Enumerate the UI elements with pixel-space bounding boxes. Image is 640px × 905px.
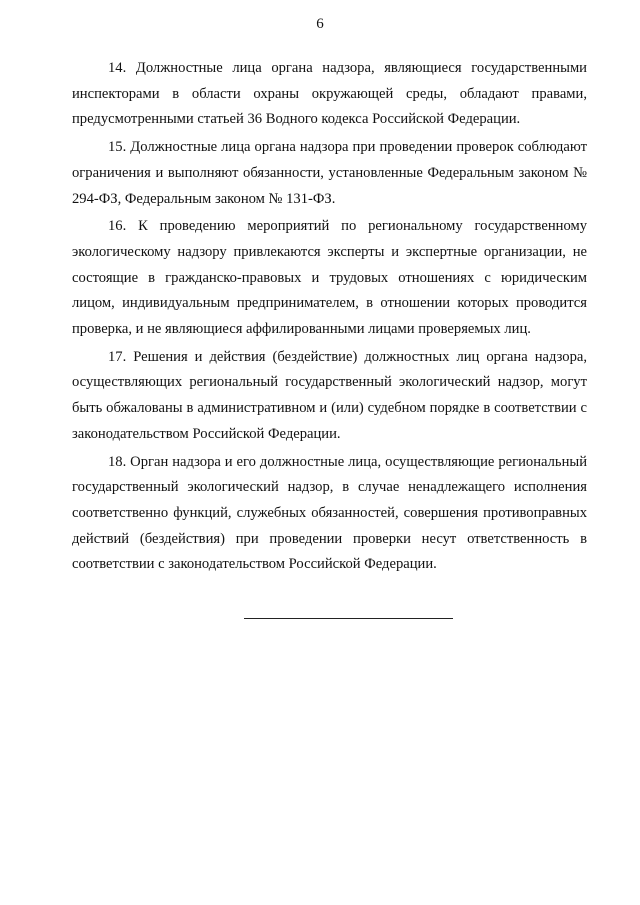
paragraph-16: 16. К проведению мероприятий по региональному государственному экологическому надзору привлекаются эксперты и экспертные организации, не состоящие в гражданско-правовых и трудовых отношениях с юридическим лицом, индивидуальным предпринимателем, в отношении которых проводится проверка, и не являющиеся аффилированными лицами проверяемых лиц. bbox=[72, 218, 587, 338]
paragraph-14: 14. Должностные лица органа надзора, являющиеся государственными инспекторами в области охраны окружающей среды, обладают правами, предусмотренными статьей 36 Водного кодекса Российской Федерации. bbox=[72, 60, 587, 128]
page-number: 6 bbox=[316, 16, 324, 32]
document-body bbox=[72, 56, 587, 580]
end-of-document-divider bbox=[244, 618, 453, 619]
paragraph-18: 18. Орган надзора и его должностные лица, осуществляющие региональный государственный экологический надзор, в случае ненадлежащего исполнения соответственно функций, служебных обязанностей, совершения противоправных действий (бездействия) при проведении проверки несут ответственность в соответствии с законодательством Российской Федерации. bbox=[72, 453, 587, 573]
paragraph-15: 15. Должностные лица органа надзора при проведении проверок соблюдают ограничения и выполняют обязанности, установленные Федеральным законом № 294-ФЗ, Федеральным законом № 131-ФЗ. bbox=[72, 139, 587, 207]
paragraph-17: 17. Решения и действия (бездействие) должностных лиц органа надзора, осуществляющих региональный государственный экологический надзор, могут быть обжалованы в административном и (или) судебном порядке в соответствии с законодательством Российской Федерации. bbox=[72, 348, 587, 442]
